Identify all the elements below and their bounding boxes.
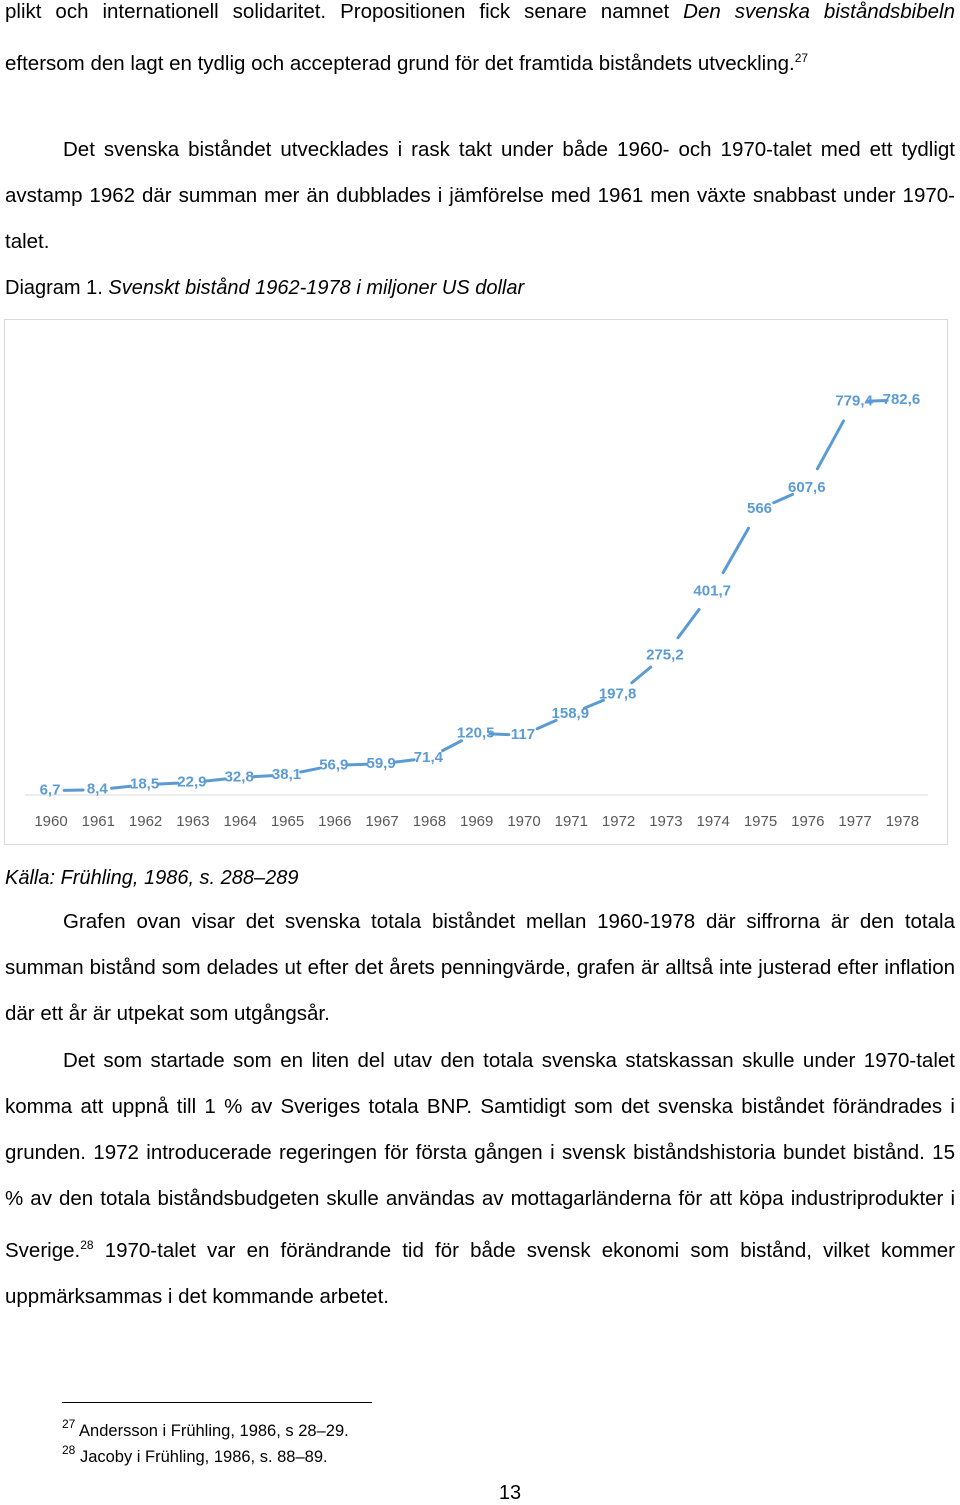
- paragraph-seventies-text-a: Det som startade som en liten del utav den totala svenska statskassan skulle under 1970-talet komma att uppnå till 1 % av Sveriges totala BNP. Samtidigt som det svenska biståndet förändrades i grunden. 1972 introducerade regeringen för första gången i svensk biståndshistoria bundet bistånd. 15 % av den totala biståndsbudgeten skulle användas av mottagarländerna för att köpa industriprodukter i Sverige.: [5, 1049, 955, 1262]
- line-segment-1965-1966: [301, 768, 320, 772]
- footnote-27: [62, 1417, 349, 1441]
- x-tick-1977: 1977: [838, 813, 872, 830]
- line-segment-1972-1973: [632, 667, 651, 683]
- footnote-28-text: Jacoby i Frühling, 1986, s. 88–89.: [75, 1448, 328, 1466]
- chart-source: [5, 867, 299, 890]
- footnote-28-number: 28: [62, 1443, 76, 1457]
- paragraph-development-text: Det svenska biståndet utvecklades i rask takt under både 1960- och 1970-talet med ett tydligt avstamp 1962 där summan mer än dubblades i jämförelse med 1961 men växte snabbast under 1970-talet.: [5, 138, 955, 253]
- line-segment-1967-1968: [395, 760, 414, 762]
- chart-source-text: Källa: Frühling, 1986, s. 288–289: [5, 867, 299, 889]
- diagram-caption-title: Svenskt bistånd 1962-1978 i miljoner US dollar: [108, 277, 525, 299]
- diagram-caption-prefix: Diagram 1.: [5, 277, 109, 299]
- data-label-1960: 6,7: [39, 781, 61, 799]
- footnote-ref-27: 27: [794, 51, 809, 65]
- x-tick-1960: 1960: [34, 813, 68, 830]
- x-tick-1962: 1962: [128, 813, 163, 830]
- x-tick-1968: 1968: [412, 813, 447, 830]
- data-label-1978: 782,6: [882, 390, 921, 408]
- line-segment-1964-1965: [253, 776, 272, 777]
- line-segment-1973-1974: [678, 609, 699, 637]
- footnote-ref-28: 28: [80, 1238, 94, 1252]
- data-label-1962: 18,5: [129, 775, 160, 793]
- line-segment-1976-1977: [817, 421, 843, 469]
- x-tick-1972: 1972: [601, 813, 636, 830]
- footnote-27-text: Andersson i Frühling, 1986, s 28–29.: [75, 1422, 349, 1440]
- data-label-1965: 38,1: [271, 765, 302, 783]
- data-label-1974: 401,7: [693, 582, 731, 600]
- intro-text-b: eftersom den lagt en tydlig och accepterad grund för det framtida biståndets utveckling.: [5, 52, 795, 75]
- x-tick-1961: 1961: [81, 813, 115, 830]
- x-tick-1964: 1964: [223, 813, 257, 830]
- x-tick-1978: 1978: [885, 813, 920, 830]
- data-label-1961: 8,4: [86, 780, 108, 798]
- x-tick-1966: 1966: [318, 813, 352, 830]
- x-tick-1967: 1967: [365, 813, 399, 830]
- x-tick-labels: [34, 813, 919, 830]
- data-label-1973: 275,2: [646, 646, 684, 664]
- x-tick-1971: 1971: [554, 813, 588, 830]
- line-segment-1966-1967: [348, 764, 367, 765]
- paragraph-seventies-text-b: 1970-talet var en förändrande tid för både svensk ekonomi som bistånd, vilket kommer uppmärksammas i det kommande arbetet.: [5, 1239, 955, 1308]
- data-label-1970: 117: [510, 726, 536, 744]
- data-label-1976: 607,6: [788, 479, 826, 497]
- data-label-1977: 779,4: [835, 392, 873, 410]
- footnote-28: [62, 1443, 328, 1467]
- x-tick-1975: 1975: [743, 813, 778, 830]
- data-label-1967: 59,9: [366, 754, 396, 772]
- x-tick-1963: 1963: [176, 813, 210, 830]
- line-segment-1963-1964: [206, 779, 225, 781]
- data-label-1972: 197,8: [598, 685, 637, 703]
- x-tick-1965: 1965: [270, 813, 305, 830]
- data-label-1971: 158,9: [551, 704, 590, 722]
- intro-text-a: plikt och internationell solidaritet. Propositionen fick senare namnet: [5, 0, 684, 23]
- data-label-1968: 71,4: [413, 749, 444, 767]
- page-number: 13: [498, 1482, 522, 1504]
- line-segment-1968-1969: [443, 741, 462, 751]
- data-label-1964: 32,8: [224, 768, 254, 786]
- line-segment-1962-1963: [159, 783, 178, 784]
- intro-italic-title: Den svenska biståndsbibeln: [683, 0, 955, 23]
- footnote-divider: [62, 1402, 372, 1403]
- x-tick-1976: 1976: [791, 813, 825, 830]
- data-labels: [40, 391, 921, 799]
- footnote-27-number: 27: [62, 1417, 76, 1431]
- data-label-1969: 120,5: [456, 724, 495, 742]
- x-tick-1973: 1973: [649, 813, 683, 830]
- data-label-1966: 56,9: [319, 756, 349, 774]
- x-tick-1969: 1969: [460, 813, 494, 830]
- line-segment-1961-1962: [111, 786, 130, 788]
- paragraph-graph-explanation: [5, 899, 955, 1037]
- x-tick-1974: 1974: [696, 813, 730, 830]
- paragraph-graph-explanation-text: Grafen ovan visar det svenska totala biståndet mellan 1960-1978 där siffrorna är den totala summan bistånd som delades ut efter det årets penningvärde, grafen är alltså inte justerad efter inflation där ett år är utpekat som utgångsår.: [5, 910, 955, 1025]
- data-label-1975: 566: [746, 500, 773, 518]
- data-label-1963: 22,9: [177, 773, 207, 791]
- line-segment-1974-1975: [723, 528, 748, 573]
- x-tick-1970: 1970: [507, 813, 541, 830]
- paragraph-seventies: [5, 1038, 955, 1320]
